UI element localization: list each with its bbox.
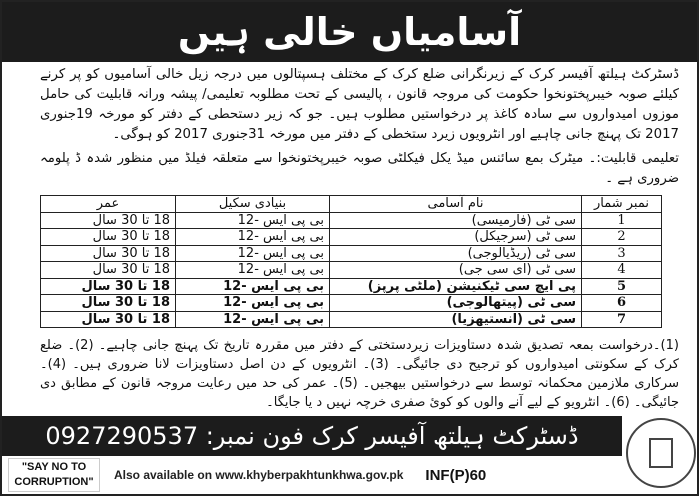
- slogan-line-1: "SAY NO TO: [21, 461, 87, 473]
- scale-cell: بی پی ایس -12: [176, 311, 330, 328]
- table-row: [41, 295, 662, 312]
- age-cell: 18 تا 30 سال: [41, 311, 176, 328]
- anti-corruption-box: [8, 458, 100, 492]
- table-row: [41, 245, 662, 262]
- vacancies-table: [40, 195, 662, 328]
- scale-cell: بی پی ایس -12: [176, 278, 330, 295]
- slogan-line-2: CORRUPTION": [14, 476, 94, 488]
- post-name-cell: سی ٹی (فارمیسی): [330, 212, 582, 229]
- post-name-cell: پی ایچ سی ٹیکنیشن (ملٹی پرپز): [330, 278, 582, 295]
- instructions-notes: (1)۔درخواست بمعہ تصدیق شدہ دستاویزات زیردستختی کے دفتر میں مقررہ تاریخ تک پہنچ جانی چاہیے۔ (2)۔ ضلع کرک کے سکونتی امیدواروں کو ترجیح دی جائیگی۔ (3)۔ انٹرویوں کے دن اصل دستاویزات لانا ضروری ہیں۔ (4)۔ سرکاری ملازمین محکمانہ توسط سے درخواستیں بیھجیں۔ (5)۔ عمر کی حد میں رعایت مروجہ قانون کے مطابق دی جائیگی۔ (6)۔ انٹرویو کے لیے آنے والوں کو کوئ صفری خرچہ نہیں د یا جایگا۔: [40, 338, 679, 410]
- age-cell: 18 تا 30 سال: [41, 278, 176, 295]
- intro-paragraph: ڈسٹرکٹ ہیلتھ آفیسر کرک کے زیرنگرانی ضلع کرک کے مختلف ہسپتالوں میں درجہ زیل خالی آسامیوں کو پر کرنے کیلئے صوبہ خیبرپختونخوا حکومت کی مروجہ قانون ، پالیسی کے تحت مطلوبہ تعلیمی/ پیشہ ورانہ قابلیت کی حامل موزوں امیدواروں سے سادہ کاغذ پر درخواستیں مطلوب ہیں۔ جو کہ زیر دستحطی کے دفتر کو مورخہ 19جنوری 2017 تک پہنچ جانی چاہیے اور انٹرویوں زیرد ستخطی کے دفتر میں مورخہ 31جنوری 2017 کو ہوگی۔: [40, 67, 680, 142]
- ad-footer: [2, 416, 697, 494]
- post-name-cell: سی ٹی (سرجیکل): [330, 229, 582, 246]
- header-age: عمر: [41, 196, 176, 213]
- serial-cell: 3: [582, 245, 662, 262]
- age-cell: 18 تا 30 سال: [41, 245, 176, 262]
- reference-number: INF(P)60: [425, 466, 487, 484]
- scale-cell: بی پی ایس -12: [176, 212, 330, 229]
- age-cell: 18 تا 30 سال: [41, 212, 176, 229]
- qualification-paragraph: تعلیمی قابلیت:۔ میٹرک بمع سائنس میڈ یکل فیکلٹی صوبہ خیبرپختونخوا سے متعلقہ فیلڈ میں منظور شدہ ڈ پلومہ ضروری ہے ۔: [40, 151, 679, 186]
- scale-cell: بی پی ایس -12: [176, 295, 330, 312]
- scale-cell: بی پی ایس -12: [176, 229, 330, 246]
- government-logo-icon: [626, 418, 696, 488]
- table-row: [41, 262, 662, 279]
- table-header-row: [41, 196, 662, 213]
- serial-cell: 2: [582, 229, 662, 246]
- post-name-cell: سی ٹی (پیتھالوجی): [330, 295, 582, 312]
- table-row: [41, 229, 662, 246]
- contact-band: [2, 416, 622, 456]
- age-cell: 18 تا 30 سال: [41, 229, 176, 246]
- post-name-cell: سی ٹی (ای سی جی): [330, 262, 582, 279]
- table-row: [41, 311, 662, 328]
- scale-cell: بی پی ایس -12: [176, 262, 330, 279]
- table-row: [41, 212, 662, 229]
- age-cell: 18 تا 30 سال: [41, 295, 176, 312]
- table-row: [41, 278, 662, 295]
- age-cell: 18 تا 30 سال: [41, 262, 176, 279]
- footer-strip: [2, 456, 622, 494]
- ad-body: [2, 62, 697, 416]
- post-name-cell: سی ٹی (انستیھزیا): [330, 311, 582, 328]
- ad-title: آسامیاں خالی ہیں: [2, 2, 697, 62]
- serial-cell: 7: [582, 311, 662, 328]
- serial-cell: 1: [582, 212, 662, 229]
- post-name-cell: سی ٹی (ریڈیالوجی): [330, 245, 582, 262]
- header-scale: بنیادی سکیل: [176, 196, 330, 213]
- scale-cell: بی پی ایس -12: [176, 245, 330, 262]
- serial-cell: 4: [582, 262, 662, 279]
- website-note: Also available on www.khyberpakhtunkhwa.gov.pk: [114, 468, 404, 482]
- header-post-name: نام آسامی: [330, 196, 582, 213]
- contact-text: ڈسٹرکٹ ہیلتھ آفیسر کرک فون نمبر: 0927290537: [45, 422, 579, 450]
- serial-cell: 6: [582, 295, 662, 312]
- header-serial: نمبر شمار: [582, 196, 662, 213]
- serial-cell: 5: [582, 278, 662, 295]
